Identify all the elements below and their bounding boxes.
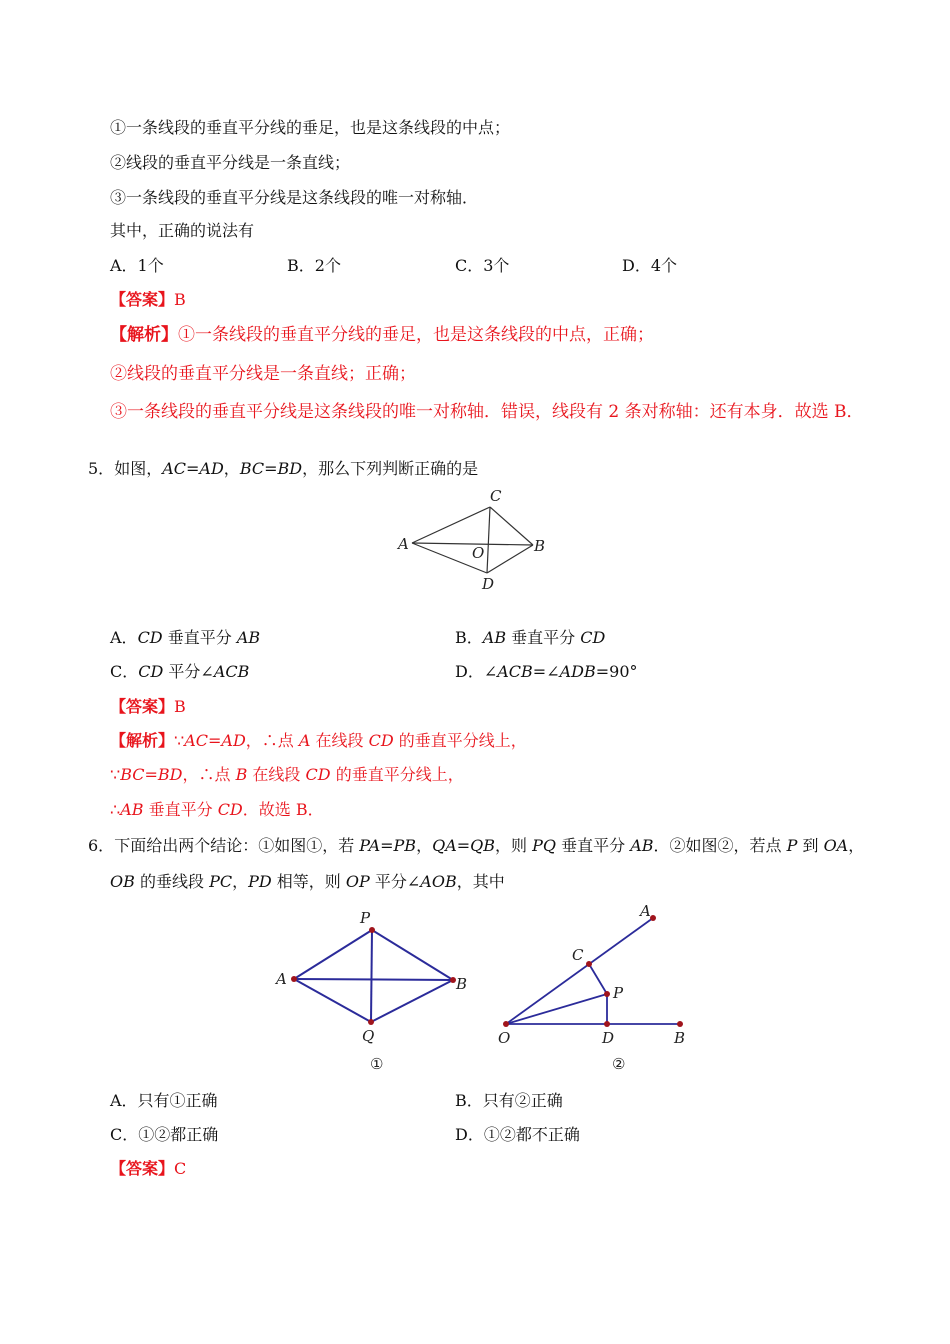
figure-caption-1: ① xyxy=(370,1055,384,1073)
answer-tag: 【答案】 xyxy=(110,1159,175,1178)
a-text: 的垂直平分线上， xyxy=(330,765,464,784)
q5-analysis-line-2 xyxy=(110,765,464,785)
q4-option-c: C．3个 xyxy=(455,256,510,275)
s-text: ， xyxy=(232,872,249,891)
segment-pc xyxy=(589,964,607,994)
a-var: CD xyxy=(368,731,394,750)
s-text: ，其中 xyxy=(456,872,505,891)
a-var: AB xyxy=(120,800,144,819)
point-c xyxy=(586,961,592,967)
s-text: 垂直平分 xyxy=(556,836,631,855)
a-var: B xyxy=(235,765,248,784)
label-c: C xyxy=(572,946,584,964)
s-text: 相等，则 xyxy=(271,872,346,891)
q4-statement-3: ③一条线段的垂直平分线是这条线段的唯一对称轴． xyxy=(110,188,479,207)
answer-value: B xyxy=(174,697,186,716)
q4-analysis-line-1 xyxy=(110,325,654,345)
segment-pa xyxy=(294,930,372,979)
segment-pb xyxy=(372,930,453,980)
point-b xyxy=(677,1021,683,1027)
option-part: AB xyxy=(482,628,507,647)
ray-oa xyxy=(506,918,653,1024)
label-b: B xyxy=(674,1029,686,1047)
q4-statement-2: ②线段的垂直平分线是一条直线； xyxy=(110,153,351,172)
answer-value: C xyxy=(174,1159,187,1178)
point-d xyxy=(604,1021,610,1027)
s-var: OB xyxy=(110,872,135,891)
a-text: ∵ xyxy=(110,765,121,784)
q6-option-b: B．只有②正确 xyxy=(455,1091,563,1110)
q6-number: 6． xyxy=(88,836,115,855)
s-var: AOB xyxy=(420,872,457,891)
segment-qa xyxy=(294,979,371,1022)
q6-figure-2 xyxy=(490,900,700,1075)
a-text: ∴ xyxy=(110,800,121,819)
s-var: PC xyxy=(209,872,233,891)
segment-qb xyxy=(371,980,453,1022)
point-o xyxy=(503,1021,509,1027)
label-c: C xyxy=(490,487,502,505)
a-text: 在线段 xyxy=(310,731,369,750)
option-mid: =90° xyxy=(595,662,638,681)
label-p: P xyxy=(613,984,624,1002)
a-var: AC=AD xyxy=(184,731,246,750)
q5-analysis-line-3 xyxy=(110,800,324,820)
answer-value: B xyxy=(174,290,186,309)
label-q: Q xyxy=(362,1027,375,1045)
option-mid: 平分∠ xyxy=(163,662,214,681)
s-text: 到 xyxy=(797,836,824,855)
q6-answer xyxy=(110,1159,186,1179)
option-letter: D． xyxy=(455,662,484,681)
label-b: B xyxy=(456,975,468,993)
option-mid: 垂直平分 xyxy=(162,628,237,647)
option-mid: 垂直平分 xyxy=(506,628,581,647)
segment-op xyxy=(506,994,607,1024)
option-part: CD xyxy=(138,662,164,681)
a-var: CD xyxy=(217,800,243,819)
option-part: CD xyxy=(580,628,606,647)
segment-ac xyxy=(412,507,490,543)
analysis-text: ①一条线段的垂直平分线的垂足，也是这条线段的中点，正确； xyxy=(178,325,654,345)
a-text: 在线段 xyxy=(247,765,306,784)
point-p xyxy=(369,927,375,933)
label-d: D xyxy=(602,1029,615,1047)
point-q xyxy=(368,1019,374,1025)
q5-sep: ， xyxy=(223,459,240,478)
a-text: 垂直平分 xyxy=(143,800,218,819)
q5-cond-2: BC=BD xyxy=(239,459,303,478)
a-text: ，∴点 xyxy=(182,765,236,784)
s-var: AB xyxy=(630,836,654,855)
segment-bd xyxy=(487,545,533,573)
q4-option-b: B．2个 xyxy=(287,256,341,275)
s-text: ．②如图②，若点 xyxy=(653,836,787,855)
label-a: A xyxy=(276,970,287,988)
q5-option-b xyxy=(455,628,605,648)
q5-stem xyxy=(88,459,478,479)
q5-stem-suffix: ，那么下列判断正确的是 xyxy=(302,459,479,478)
label-b: B xyxy=(534,537,546,555)
label-p: P xyxy=(360,909,371,927)
option-letter: C． xyxy=(110,662,139,681)
point-a xyxy=(650,915,656,921)
a-text: ．故选 B． xyxy=(242,800,324,819)
q4-option-d: D．4个 xyxy=(622,256,678,275)
q6-option-a: A．只有①正确 xyxy=(110,1091,218,1110)
s-text: ，则 xyxy=(495,836,533,855)
q4-analysis-line-3: ③一条线段的垂直平分线是这条线段的唯一对称轴．错误，线段有 2 条对称轴：还有本身．故选 B． xyxy=(110,402,864,422)
q6-stem-line-2 xyxy=(110,872,505,892)
option-part: ACB xyxy=(213,662,250,681)
option-letter: B． xyxy=(455,628,483,647)
a-text: ∵ xyxy=(174,731,185,750)
q5-number: 5． xyxy=(88,459,115,478)
s-var: QA=QB xyxy=(432,836,496,855)
analysis-tag: 【解析】 xyxy=(110,731,175,750)
q6-option-d: D．①②都不正确 xyxy=(455,1125,580,1144)
q5-answer xyxy=(110,697,186,717)
label-o: O xyxy=(498,1029,511,1047)
label-a: A xyxy=(640,902,651,920)
analysis-tag: 【解析】 xyxy=(110,325,178,345)
segment-ab xyxy=(294,979,453,980)
q4-analysis-line-2: ②线段的垂直平分线是一条直线；正确； xyxy=(110,364,416,384)
s-text: 的垂线段 xyxy=(134,872,210,891)
q6-option-c: C．①②都正确 xyxy=(110,1125,219,1144)
segment-pq xyxy=(371,930,372,1022)
a-text: ，∴点 xyxy=(245,731,299,750)
a-text: 的垂直平分线上， xyxy=(393,731,527,750)
q4-statement-1: ①一条线段的垂直平分线的垂足，也是这条线段的中点； xyxy=(110,118,511,137)
option-letter: A． xyxy=(110,628,138,647)
q5-figure xyxy=(390,485,560,595)
s-var: PD xyxy=(248,872,272,891)
a-var: CD xyxy=(305,765,331,784)
a-var: BC=BD xyxy=(120,765,183,784)
option-part: AB xyxy=(236,628,261,647)
q4-prompt: 其中，正确的说法有 xyxy=(110,221,255,240)
label-a: A xyxy=(398,535,409,553)
q5-cond-1: AC=AD xyxy=(162,459,224,478)
point-p xyxy=(604,991,610,997)
option-part: ∠ACB=∠ADB xyxy=(483,662,596,681)
q5-analysis-line-1 xyxy=(110,731,527,751)
q5-option-d xyxy=(455,662,638,682)
s-text: 平分∠ xyxy=(369,872,421,891)
s-var: PQ xyxy=(532,836,557,855)
s-var: PA=PB xyxy=(359,836,417,855)
q6-figure-1 xyxy=(270,905,480,1075)
q4-answer xyxy=(110,290,186,310)
label-d: D xyxy=(482,575,495,593)
label-o: O xyxy=(472,544,485,562)
point-a xyxy=(291,976,297,982)
s-var: OP xyxy=(345,872,370,891)
s-text: ， xyxy=(848,836,865,855)
figure-caption-2: ② xyxy=(612,1055,626,1073)
s-var: OA xyxy=(823,836,849,855)
answer-tag: 【答案】 xyxy=(110,290,175,309)
a-var: A xyxy=(298,731,311,750)
segment-cd xyxy=(487,507,490,573)
q5-option-a xyxy=(110,628,260,648)
q5-stem-prefix: 如图， xyxy=(114,459,163,478)
s-text: 下面给出两个结论：①如图①，若 xyxy=(114,836,360,855)
q5-option-c xyxy=(110,662,249,682)
option-part: CD xyxy=(137,628,163,647)
segment-cb xyxy=(490,507,533,545)
q4-option-a: A．1个 xyxy=(110,256,164,275)
s-text: ， xyxy=(416,836,433,855)
q6-stem-line-1 xyxy=(88,836,864,856)
s-var: P xyxy=(786,836,798,855)
answer-tag: 【答案】 xyxy=(110,697,175,716)
